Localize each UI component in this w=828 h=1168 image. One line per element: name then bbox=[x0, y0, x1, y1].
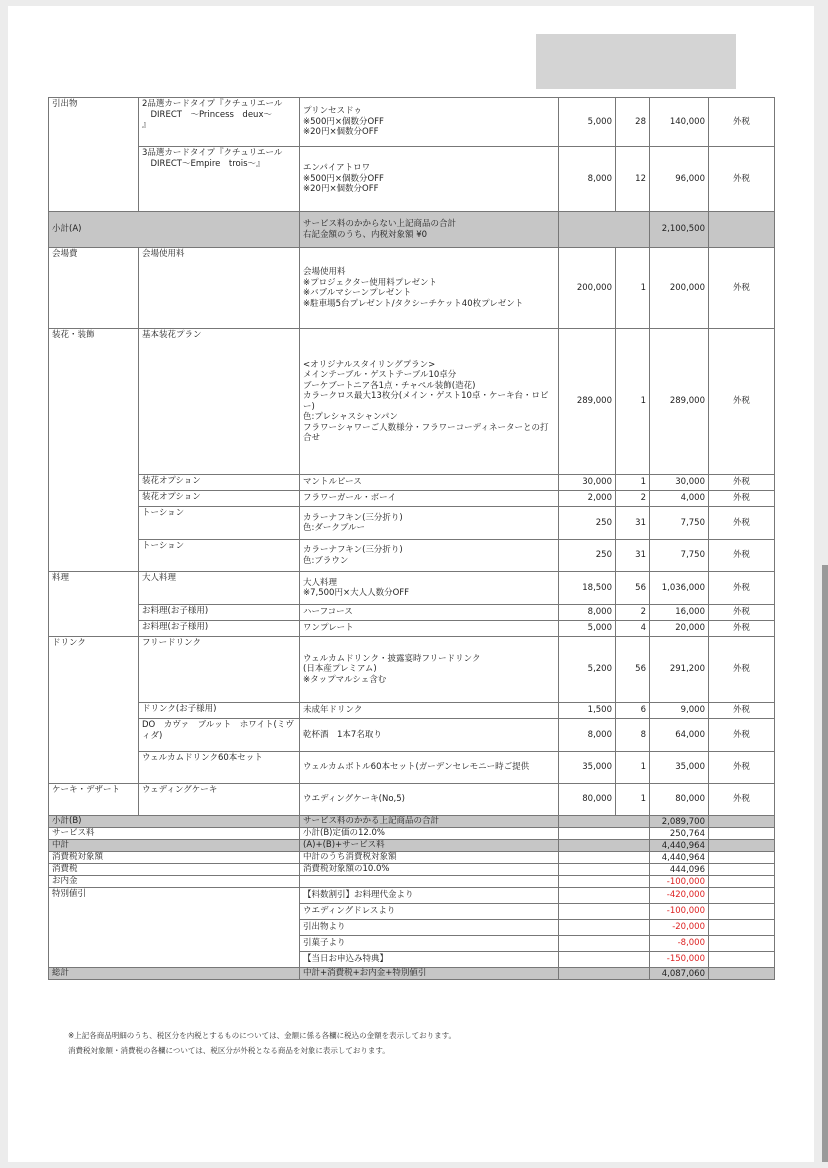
item-category: ケーキ・デザート bbox=[49, 784, 139, 816]
item-amount: 4,000 bbox=[650, 491, 709, 507]
item-name: 大人料理 bbox=[139, 572, 300, 605]
item-unit-price: 200,000 bbox=[559, 248, 616, 329]
summary-detail: (A)+(B)+サービス料 bbox=[300, 840, 559, 852]
summary-amount: 250,764 bbox=[650, 828, 709, 840]
item-unit-price: 289,000 bbox=[559, 329, 616, 475]
summary-amount: 444,096 bbox=[650, 864, 709, 876]
item-name: DO カヴァ ブルット ホワイト(ミヴィダ) bbox=[139, 719, 300, 752]
item-category: 装花・装飾 bbox=[49, 329, 139, 572]
item-tax-type: 外税 bbox=[709, 719, 775, 752]
item-tax-type: 外税 bbox=[709, 784, 775, 816]
item-unit-price: 2,000 bbox=[559, 491, 616, 507]
summary-detail bbox=[300, 876, 559, 888]
item-detail: ハーフコース bbox=[300, 605, 559, 621]
item-detail: ウェルカムボトル60本セット(ガーデンセレモニー時ご提供 bbox=[300, 752, 559, 784]
item-tax-type: 外税 bbox=[709, 491, 775, 507]
total-row bbox=[49, 968, 775, 980]
summary-label: 小計(B) bbox=[49, 816, 300, 828]
summary-amount: 4,440,964 bbox=[650, 840, 709, 852]
summary-amount: 2,089,700 bbox=[650, 816, 709, 828]
item-quantity: 4 bbox=[616, 621, 650, 637]
item-amount: 64,000 bbox=[650, 719, 709, 752]
discount-detail: 【料数割引】お料理代金より bbox=[300, 888, 559, 904]
item-name: フリードリンク bbox=[139, 637, 300, 703]
summary-detail: サービス料のかかる上記商品の合計 bbox=[300, 816, 559, 828]
scrollbar[interactable] bbox=[822, 565, 828, 1162]
total-label: 総計 bbox=[49, 968, 300, 980]
summary-blank bbox=[709, 816, 775, 828]
item-category: 会場費 bbox=[49, 248, 139, 329]
item-name: 会場使用料 bbox=[139, 248, 300, 329]
item-amount: 16,000 bbox=[650, 605, 709, 621]
item-detail: カラーナフキン(三分折り) 色:ブラウン bbox=[300, 540, 559, 572]
item-amount: 1,036,000 bbox=[650, 572, 709, 605]
item-tax-type: 外税 bbox=[709, 475, 775, 491]
item-quantity: 1 bbox=[616, 475, 650, 491]
item-row bbox=[49, 572, 775, 605]
item-row bbox=[49, 605, 775, 621]
item-quantity: 12 bbox=[616, 147, 650, 212]
discount-empty bbox=[559, 888, 650, 904]
item-unit-price: 8,000 bbox=[559, 719, 616, 752]
item-quantity: 31 bbox=[616, 507, 650, 540]
item-tax-type: 外税 bbox=[709, 752, 775, 784]
item-amount: 7,750 bbox=[650, 540, 709, 572]
item-unit-price: 5,000 bbox=[559, 621, 616, 637]
discount-blank bbox=[709, 952, 775, 968]
item-category: ドリンク bbox=[49, 637, 139, 784]
item-amount: 291,200 bbox=[650, 637, 709, 703]
discount-amount: -150,000 bbox=[650, 952, 709, 968]
item-tax-type: 外税 bbox=[709, 147, 775, 212]
summary-label: 消費税 bbox=[49, 864, 300, 876]
summary-row bbox=[49, 876, 775, 888]
item-row bbox=[49, 329, 775, 475]
item-amount: 289,000 bbox=[650, 329, 709, 475]
discount-blank bbox=[709, 904, 775, 920]
item-amount: 35,000 bbox=[650, 752, 709, 784]
item-detail: <オリジナルスタイリングプラン> メインテーブル・ゲストテーブル10卓分 ブーケブートニア各1点・チャペル装飾(造花) カラークロス最大13枚分(メイン・ゲスト10卓・ケーキ台・ロビー) 色:プレシャスシャンパン フラワーシャワーご人数様分・フラワーコーディネーターとの打合せ bbox=[300, 329, 559, 475]
subtotal-a-empty bbox=[559, 212, 650, 248]
item-row bbox=[49, 637, 775, 703]
summary-amount: -100,000 bbox=[650, 876, 709, 888]
item-row bbox=[49, 719, 775, 752]
item-amount: 200,000 bbox=[650, 248, 709, 329]
item-amount: 9,000 bbox=[650, 703, 709, 719]
summary-row bbox=[49, 840, 775, 852]
discount-empty bbox=[559, 920, 650, 936]
item-tax-type: 外税 bbox=[709, 507, 775, 540]
discount-empty bbox=[559, 904, 650, 920]
item-tax-type: 外税 bbox=[709, 540, 775, 572]
subtotal-a-amount: 2,100,500 bbox=[650, 212, 709, 248]
discount-blank bbox=[709, 920, 775, 936]
discount-detail: 引出物より bbox=[300, 920, 559, 936]
subtotal-a-row bbox=[49, 212, 775, 248]
item-name: お料理(お子様用) bbox=[139, 605, 300, 621]
item-unit-price: 30,000 bbox=[559, 475, 616, 491]
item-tax-type: 外税 bbox=[709, 605, 775, 621]
summary-label: サービス料 bbox=[49, 828, 300, 840]
summary-blank bbox=[709, 828, 775, 840]
discount-row bbox=[49, 888, 775, 904]
summary-blank bbox=[709, 840, 775, 852]
item-unit-price: 250 bbox=[559, 507, 616, 540]
item-detail: ウエディングケーキ(No,5) bbox=[300, 784, 559, 816]
discount-label: 特別値引 bbox=[49, 888, 300, 968]
item-name: 装花オプション bbox=[139, 475, 300, 491]
item-detail: 大人料理 ※7,500円×大人人数分OFF bbox=[300, 572, 559, 605]
subtotal-a-label: 小計(A) bbox=[49, 212, 300, 248]
item-amount: 96,000 bbox=[650, 147, 709, 212]
item-detail: マントルピース bbox=[300, 475, 559, 491]
item-name: 2品選カードタイプ『クチュリエール DIRECT ～Princess deux～ 』 bbox=[139, 98, 300, 147]
item-quantity: 56 bbox=[616, 572, 650, 605]
discount-blank bbox=[709, 888, 775, 904]
item-unit-price: 250 bbox=[559, 540, 616, 572]
item-amount: 140,000 bbox=[650, 98, 709, 147]
item-unit-price: 35,000 bbox=[559, 752, 616, 784]
item-amount: 20,000 bbox=[650, 621, 709, 637]
item-detail: ウェルカムドリンク・披露宴時フリードリンク (日本産プレミアム) ※タップマルシェ含む bbox=[300, 637, 559, 703]
item-detail: ワンプレート bbox=[300, 621, 559, 637]
item-quantity: 2 bbox=[616, 491, 650, 507]
discount-amount: -8,000 bbox=[650, 936, 709, 952]
item-detail: カラーナフキン(三分折り) 色:ダークブルー bbox=[300, 507, 559, 540]
item-name: ウェルカムドリンク60本セット bbox=[139, 752, 300, 784]
item-name: ウェディングケーキ bbox=[139, 784, 300, 816]
summary-label: 消費税対象額 bbox=[49, 852, 300, 864]
item-category: 引出物 bbox=[49, 98, 139, 212]
item-detail: エンパイアトロワ ※500円×個数分OFF ※20円×個数分OFF bbox=[300, 147, 559, 212]
item-unit-price: 18,500 bbox=[559, 572, 616, 605]
item-name: 3品選カードタイプ『クチュリエール DIRECT～Empire trois～』 bbox=[139, 147, 300, 212]
discount-detail: 引菓子より bbox=[300, 936, 559, 952]
item-quantity: 1 bbox=[616, 784, 650, 816]
item-row bbox=[49, 784, 775, 816]
item-tax-type: 外税 bbox=[709, 572, 775, 605]
item-detail: 会場使用料 ※プロジェクター使用料プレゼント ※バブルマシーンプレゼント ※駐車場5台プレゼント/タクシーチケット40枚プレゼント bbox=[300, 248, 559, 329]
item-tax-type: 外税 bbox=[709, 637, 775, 703]
item-quantity: 1 bbox=[616, 329, 650, 475]
item-amount: 30,000 bbox=[650, 475, 709, 491]
item-quantity: 6 bbox=[616, 703, 650, 719]
item-detail: 乾杯酒 1本7名取り bbox=[300, 719, 559, 752]
item-detail: 未成年ドリンク bbox=[300, 703, 559, 719]
item-quantity: 28 bbox=[616, 98, 650, 147]
item-row bbox=[49, 147, 775, 212]
item-unit-price: 5,200 bbox=[559, 637, 616, 703]
item-row bbox=[49, 475, 775, 491]
summary-row bbox=[49, 828, 775, 840]
item-name: 装花オプション bbox=[139, 491, 300, 507]
item-row bbox=[49, 703, 775, 719]
item-unit-price: 8,000 bbox=[559, 147, 616, 212]
footnote-1: ※上記各商品明細のうち、税区分を内税とするものについては、金額に係る各欄に税込の金額を表示しております。 bbox=[68, 1031, 457, 1040]
summary-label: 中計 bbox=[49, 840, 300, 852]
discount-amount: -420,000 bbox=[650, 888, 709, 904]
item-quantity: 31 bbox=[616, 540, 650, 572]
item-detail: プリンセスドゥ ※500円×個数分OFF ※20円×個数分OFF bbox=[300, 98, 559, 147]
item-name: ドリンク(お子様用) bbox=[139, 703, 300, 719]
item-quantity: 8 bbox=[616, 719, 650, 752]
discount-blank bbox=[709, 936, 775, 952]
discount-amount: -20,000 bbox=[650, 920, 709, 936]
item-unit-price: 80,000 bbox=[559, 784, 616, 816]
footnote-2: 消費税対象額・消費税の各欄については、税区分が外税となる商品を対象に表示しております。 bbox=[68, 1046, 390, 1055]
item-unit-price: 1,500 bbox=[559, 703, 616, 719]
summary-detail: 小計(B)定価の12.0% bbox=[300, 828, 559, 840]
summary-empty bbox=[559, 828, 650, 840]
discount-empty bbox=[559, 952, 650, 968]
item-name: 基本装花プラン bbox=[139, 329, 300, 475]
item-quantity: 1 bbox=[616, 752, 650, 784]
estimate-table bbox=[48, 97, 775, 980]
item-amount: 80,000 bbox=[650, 784, 709, 816]
item-quantity: 56 bbox=[616, 637, 650, 703]
item-quantity: 1 bbox=[616, 248, 650, 329]
item-category: 料理 bbox=[49, 572, 139, 637]
summary-empty bbox=[559, 840, 650, 852]
discount-detail: ウエディングドレスより bbox=[300, 904, 559, 920]
subtotal-a-blank bbox=[709, 212, 775, 248]
total-detail: 中計+消費税+お内金+特別値引 bbox=[300, 968, 559, 980]
summary-row bbox=[49, 864, 775, 876]
item-row bbox=[49, 248, 775, 329]
item-name: お料理(お子様用) bbox=[139, 621, 300, 637]
item-tax-type: 外税 bbox=[709, 703, 775, 719]
summary-empty bbox=[559, 816, 650, 828]
summary-empty bbox=[559, 864, 650, 876]
summary-row bbox=[49, 852, 775, 864]
item-detail: フラワーガール・ボーイ bbox=[300, 491, 559, 507]
summary-empty bbox=[559, 876, 650, 888]
item-row bbox=[49, 540, 775, 572]
item-row bbox=[49, 98, 775, 147]
summary-label: お内金 bbox=[49, 876, 300, 888]
summary-detail: 消費税対象額の10.0% bbox=[300, 864, 559, 876]
summary-blank bbox=[709, 876, 775, 888]
item-tax-type: 外税 bbox=[709, 98, 775, 147]
item-amount: 7,750 bbox=[650, 507, 709, 540]
item-tax-type: 外税 bbox=[709, 329, 775, 475]
item-row bbox=[49, 507, 775, 540]
item-row bbox=[49, 491, 775, 507]
item-row bbox=[49, 621, 775, 637]
total-blank bbox=[709, 968, 775, 980]
summary-blank bbox=[709, 864, 775, 876]
discount-amount: -100,000 bbox=[650, 904, 709, 920]
total-empty bbox=[559, 968, 650, 980]
item-tax-type: 外税 bbox=[709, 248, 775, 329]
summary-empty bbox=[559, 852, 650, 864]
item-unit-price: 8,000 bbox=[559, 605, 616, 621]
discount-detail: 【当日お申込み特典】 bbox=[300, 952, 559, 968]
item-unit-price: 5,000 bbox=[559, 98, 616, 147]
subtotal-a-detail: サービス料のかからない上記商品の合計 右記金額のうち、内税対象額 ¥0 bbox=[300, 212, 559, 248]
item-quantity: 2 bbox=[616, 605, 650, 621]
item-name: トーション bbox=[139, 540, 300, 572]
summary-amount: 4,440,964 bbox=[650, 852, 709, 864]
summary-row bbox=[49, 816, 775, 828]
summary-detail: 中計のうち消費税対象額 bbox=[300, 852, 559, 864]
total-amount: 4,087,060 bbox=[650, 968, 709, 980]
redacted-block bbox=[536, 34, 736, 89]
summary-blank bbox=[709, 852, 775, 864]
item-tax-type: 外税 bbox=[709, 621, 775, 637]
discount-empty bbox=[559, 936, 650, 952]
item-name: トーション bbox=[139, 507, 300, 540]
item-row bbox=[49, 752, 775, 784]
